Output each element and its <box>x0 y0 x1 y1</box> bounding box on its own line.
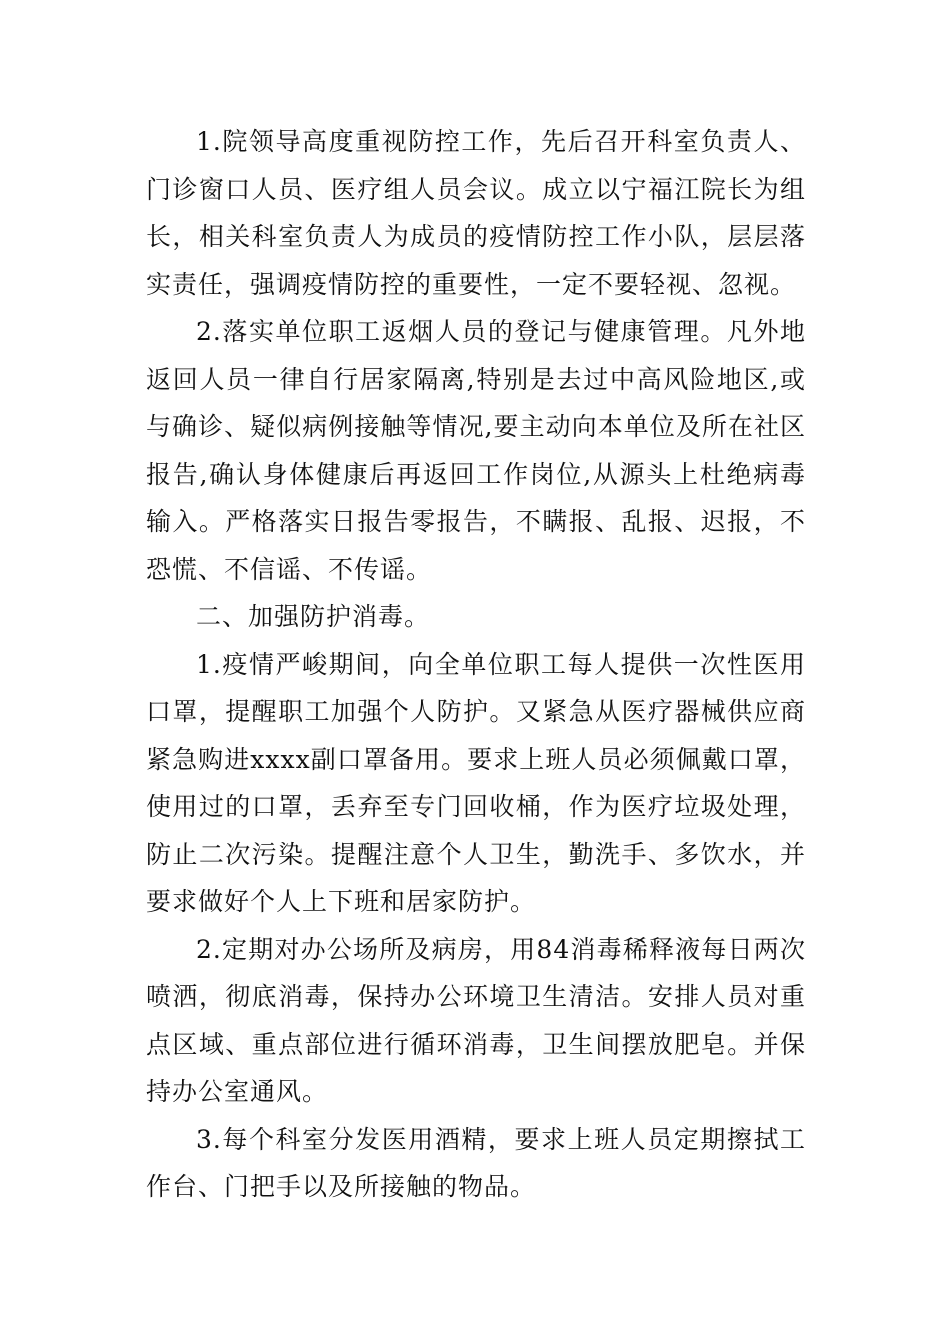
paragraph-leadership-attention: 1.院领导高度重视防控工作，先后召开科室负责人、门诊窗口人员、医疗组人员会议。成立以宁福江院长为组长，相关科室负责人为成员的疫情防控工作小队，层层落实责任，强调疫情防控的重要性，一定不要轻视、忽视。 <box>146 127 806 299</box>
paragraph-office-disinfection: 2.定期对办公场所及病房，用84消毒稀释液每日两次喷洒，彻底消毒，保持办公环境卫生清洁。安排人员对重点区域、重点部位进行循环消毒，卫生间摆放肥皂。并保持办公室通风。 <box>146 934 806 1106</box>
section-heading-protection-disinfection: 二、加强防护消毒。 <box>196 602 431 631</box>
document-body <box>146 118 806 1211</box>
paragraph-alcohol-distribution: 3.每个科室分发医用酒精，要求上班人员定期擦拭工作台、门把手以及所接触的物品。 <box>146 1124 806 1201</box>
paragraph-mask-provision: 1.疫情严峻期间，向全单位职工每人提供一次性医用口罩，提醒职工加强个人防护。又紧急从医疗器械供应商紧急购进xxxx副口罩备用。要求上班人员必须佩戴口罩，使用过的口罩，丢弃至专门回收桶，作为医疗垃圾处理，防止二次污染。提醒注意个人卫生，勤洗手、多饮水，并要求做好个人上下班和居家防护。 <box>146 649 806 916</box>
paragraph-returnee-registration: 2.落实单位职工返烟人员的登记与健康管理。凡外地返回人员一律自行居家隔离,特别是去过中高风险地区,或与确诊、疑似病例接触等情况,要主动向本单位及所在社区报告,确认身体健康后再返回工作岗位,从源头上杜绝病毒输入。严格落实日报告零报告，不瞒报、乱报、迟报，不恐慌、不信谣、不传谣。 <box>146 317 806 584</box>
